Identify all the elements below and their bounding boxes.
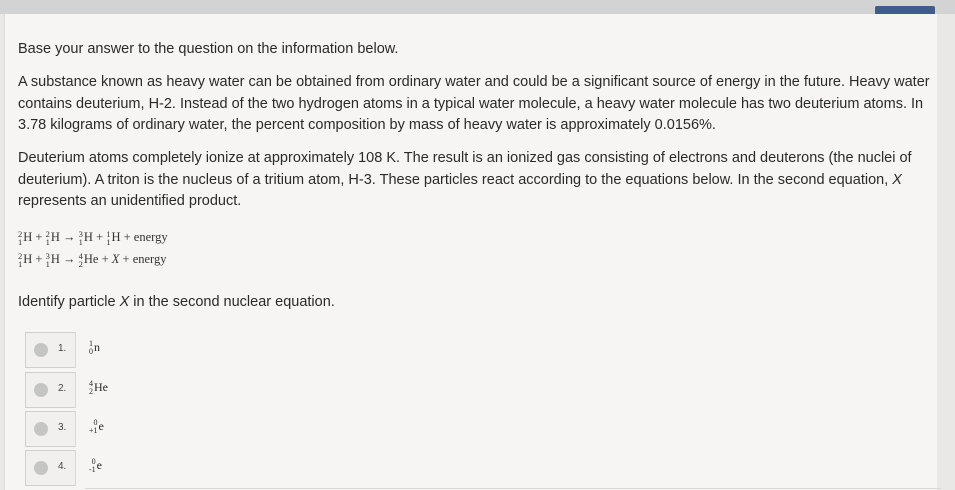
option-nuclide: 4 2 He	[89, 379, 108, 397]
passage-paragraph-2	[18, 148, 930, 213]
answer-option-1[interactable]	[25, 332, 941, 368]
nuclide: 3 1 H	[78, 229, 93, 248]
nuclide: 2 1 H	[18, 251, 33, 270]
arrow: →	[59, 252, 79, 266]
option-nuclide: 1 0 n	[89, 339, 100, 357]
intro-text: Base your answer to the question on the information below.	[18, 41, 399, 57]
nuclide: 2 1 H	[18, 229, 33, 248]
answer-option-2[interactable]	[25, 372, 941, 408]
question-card	[4, 14, 937, 490]
variable-x: X	[892, 171, 902, 188]
option-number: 4.	[58, 461, 67, 472]
nuclide: 4 2 He	[78, 251, 99, 270]
radio-button[interactable]	[34, 422, 48, 436]
option-number: 2.	[58, 383, 67, 394]
option-nuclide: 0 -1 e	[89, 457, 102, 475]
paragraph-2-part-1: Deuterium atoms completely ionize at approximately 108 K. The result is an ionized gas consisting of electrons and deuterons (the nuclei of deuterium). A triton is the nucleus of a tritium atom, H-3. These particles react according to the equations below. In the second equation,	[18, 150, 912, 188]
option-number: 3.	[58, 422, 67, 433]
equation-2: 2 1 H + 3 1 H → 4 2 He + X + energy	[18, 251, 167, 270]
nuclide: 2 1 H	[45, 229, 60, 248]
equation-1: 2 1 H + 2 1 H → 3 1 H + 1 1 H + energy	[18, 229, 168, 248]
radio-button[interactable]	[34, 343, 48, 357]
divider	[85, 488, 941, 489]
nuclide: 1 1 H	[106, 229, 121, 248]
radio-button[interactable]	[34, 383, 48, 397]
top-bar	[0, 0, 955, 14]
question-prompt: Identify particle X in the second nuclear equation.	[18, 294, 335, 310]
answer-option-4[interactable]	[25, 450, 941, 486]
arrow: →	[59, 230, 79, 244]
radio-button[interactable]	[34, 461, 48, 475]
option-number: 1.	[58, 343, 67, 354]
nuclide: 3 1 H	[45, 251, 60, 270]
option-nuclide: 0 +1 e	[89, 418, 104, 436]
answer-option-3[interactable]	[25, 411, 941, 447]
paragraph-2-part-2: represents an unidentified product.	[18, 193, 242, 209]
unknown-particle-x: X	[111, 252, 120, 266]
passage-paragraph-1: A substance known as heavy water can be obtained from ordinary water and could be a significant source of energy in the future. Heavy water contains deuterium, H-2. Instead of the two hydrogen atoms in a typical water molecule, a heavy water molecule has two deuterium atoms. In 3.78 kilograms of ordinary water, the percent composition by mass of heavy water is approximately 0.0156%.	[18, 74, 930, 133]
